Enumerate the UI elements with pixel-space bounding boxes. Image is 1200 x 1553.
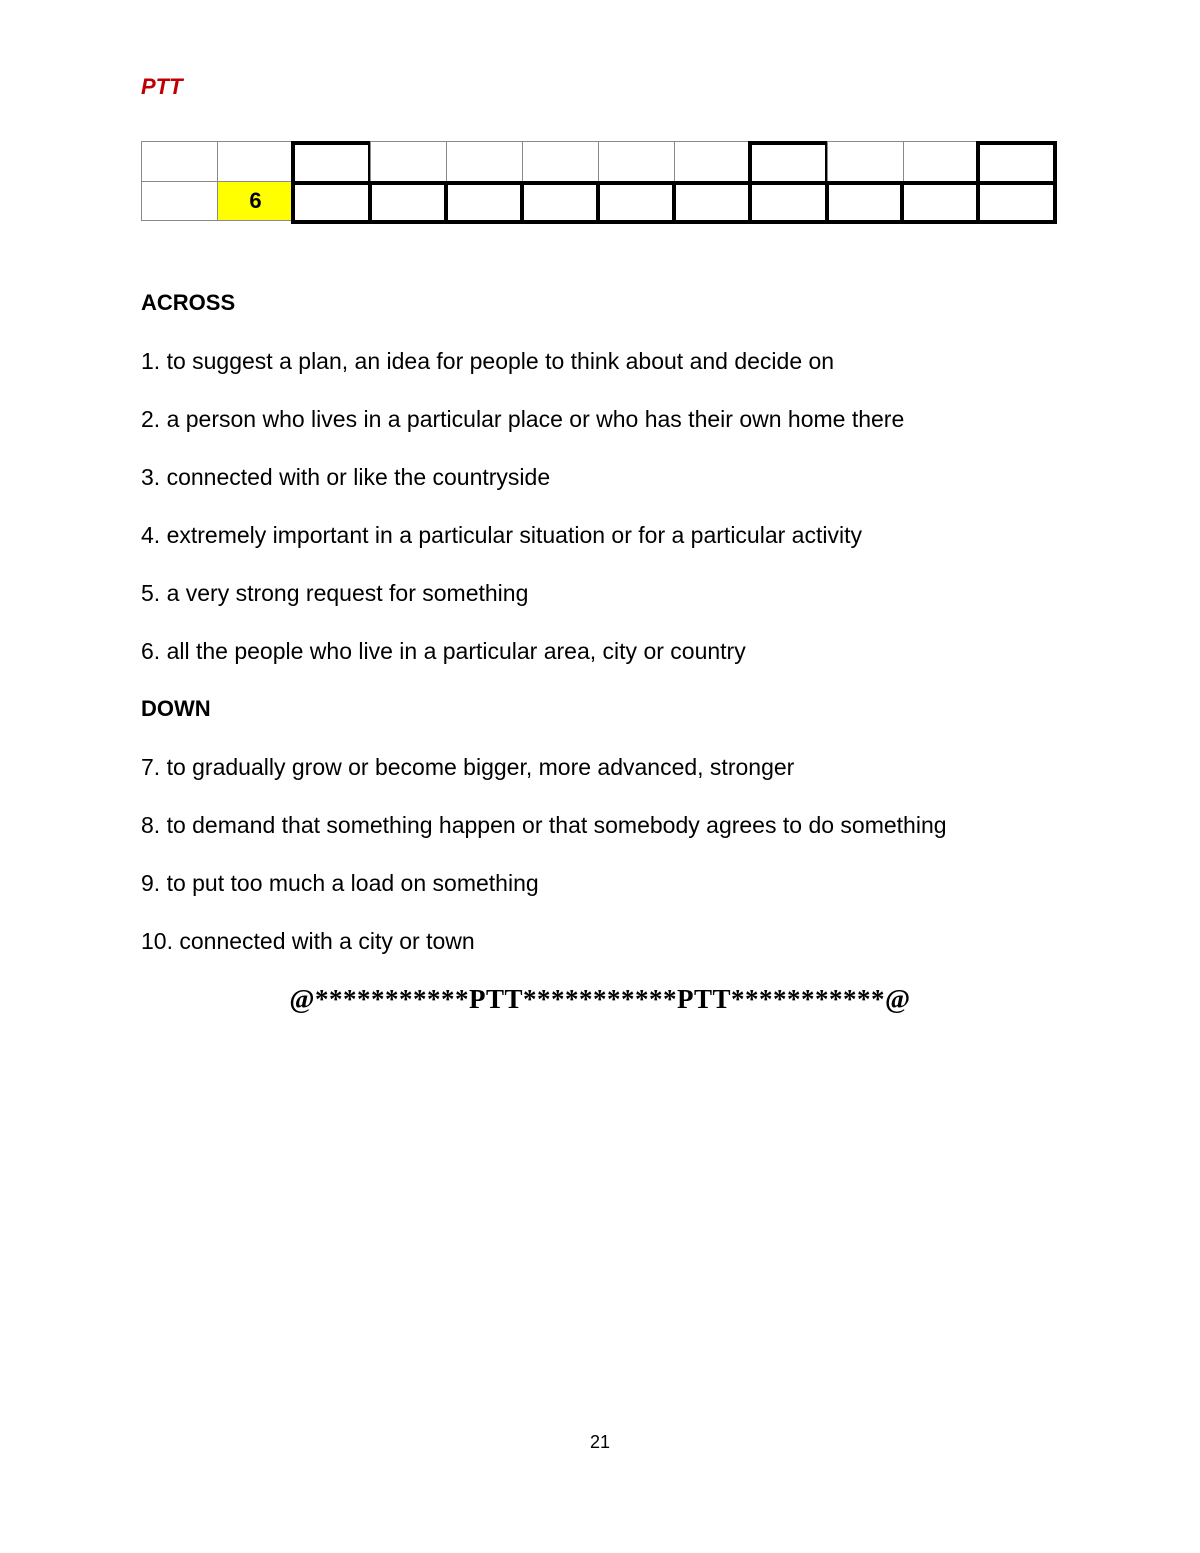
page-header-label: PTT [141, 74, 183, 99]
grid-cell[interactable] [520, 181, 601, 224]
clue-item: 9. to put too much a load on something [141, 870, 539, 896]
grid-cell[interactable] [370, 141, 447, 183]
clue-item: 1. to suggest a plan, an idea for people to think about and decide on [141, 348, 835, 374]
grid-cell[interactable] [291, 141, 372, 185]
down-block [141, 692, 1101, 982]
clue-item: 3. connected with or like the countryside [141, 464, 551, 490]
grid-cell[interactable] [748, 181, 829, 224]
grid-cell-highlighted[interactable]: 6 [217, 181, 294, 221]
clue-item: 4. extremely important in a particular situation or for a particular activity [141, 522, 862, 548]
grid-cell[interactable] [522, 141, 599, 183]
grid-cell[interactable] [141, 181, 218, 221]
grid-cell[interactable] [596, 181, 677, 224]
grid-cell[interactable] [141, 141, 218, 183]
grid-cell[interactable] [748, 141, 829, 185]
grid-cell[interactable] [825, 181, 906, 224]
grid-cell[interactable] [900, 181, 981, 224]
decorative-footer-line: @***********PTT***********PTT***********@ [289, 984, 911, 1014]
across-heading: ACROSS [141, 290, 236, 315]
grid-cell[interactable] [976, 181, 1057, 224]
clue-item: 5. a very strong request for something [141, 580, 529, 606]
grid-cell[interactable] [444, 181, 525, 224]
grid-cell[interactable] [217, 141, 294, 183]
clue-item: 6. all the people who live in a particular area, city or country [141, 638, 746, 664]
page-number: 21 [589, 1432, 611, 1452]
clue-item: 10. connected with a city or town [141, 928, 475, 954]
grid-cell[interactable] [903, 141, 980, 183]
grid-cell[interactable] [598, 141, 675, 183]
clue-item: 2. a person who lives in a particular place or who has their own home there [141, 406, 905, 432]
clue-item: 8. to demand that something happen or that somebody agrees to do something [141, 812, 947, 838]
across-block [141, 286, 1101, 692]
grid-cell[interactable] [446, 141, 523, 183]
down-heading: DOWN [141, 696, 211, 721]
grid-cell[interactable] [368, 181, 449, 224]
grid-cell[interactable] [291, 181, 372, 224]
clue-item: 7. to gradually grow or become bigger, more advanced, stronger [141, 754, 795, 780]
grid-cell[interactable] [976, 141, 1057, 185]
grid-cell[interactable] [672, 181, 753, 224]
crossword-grid [141, 141, 1057, 224]
grid-cell[interactable] [827, 141, 904, 183]
clues-section [141, 286, 1101, 982]
grid-cell[interactable] [674, 141, 751, 183]
